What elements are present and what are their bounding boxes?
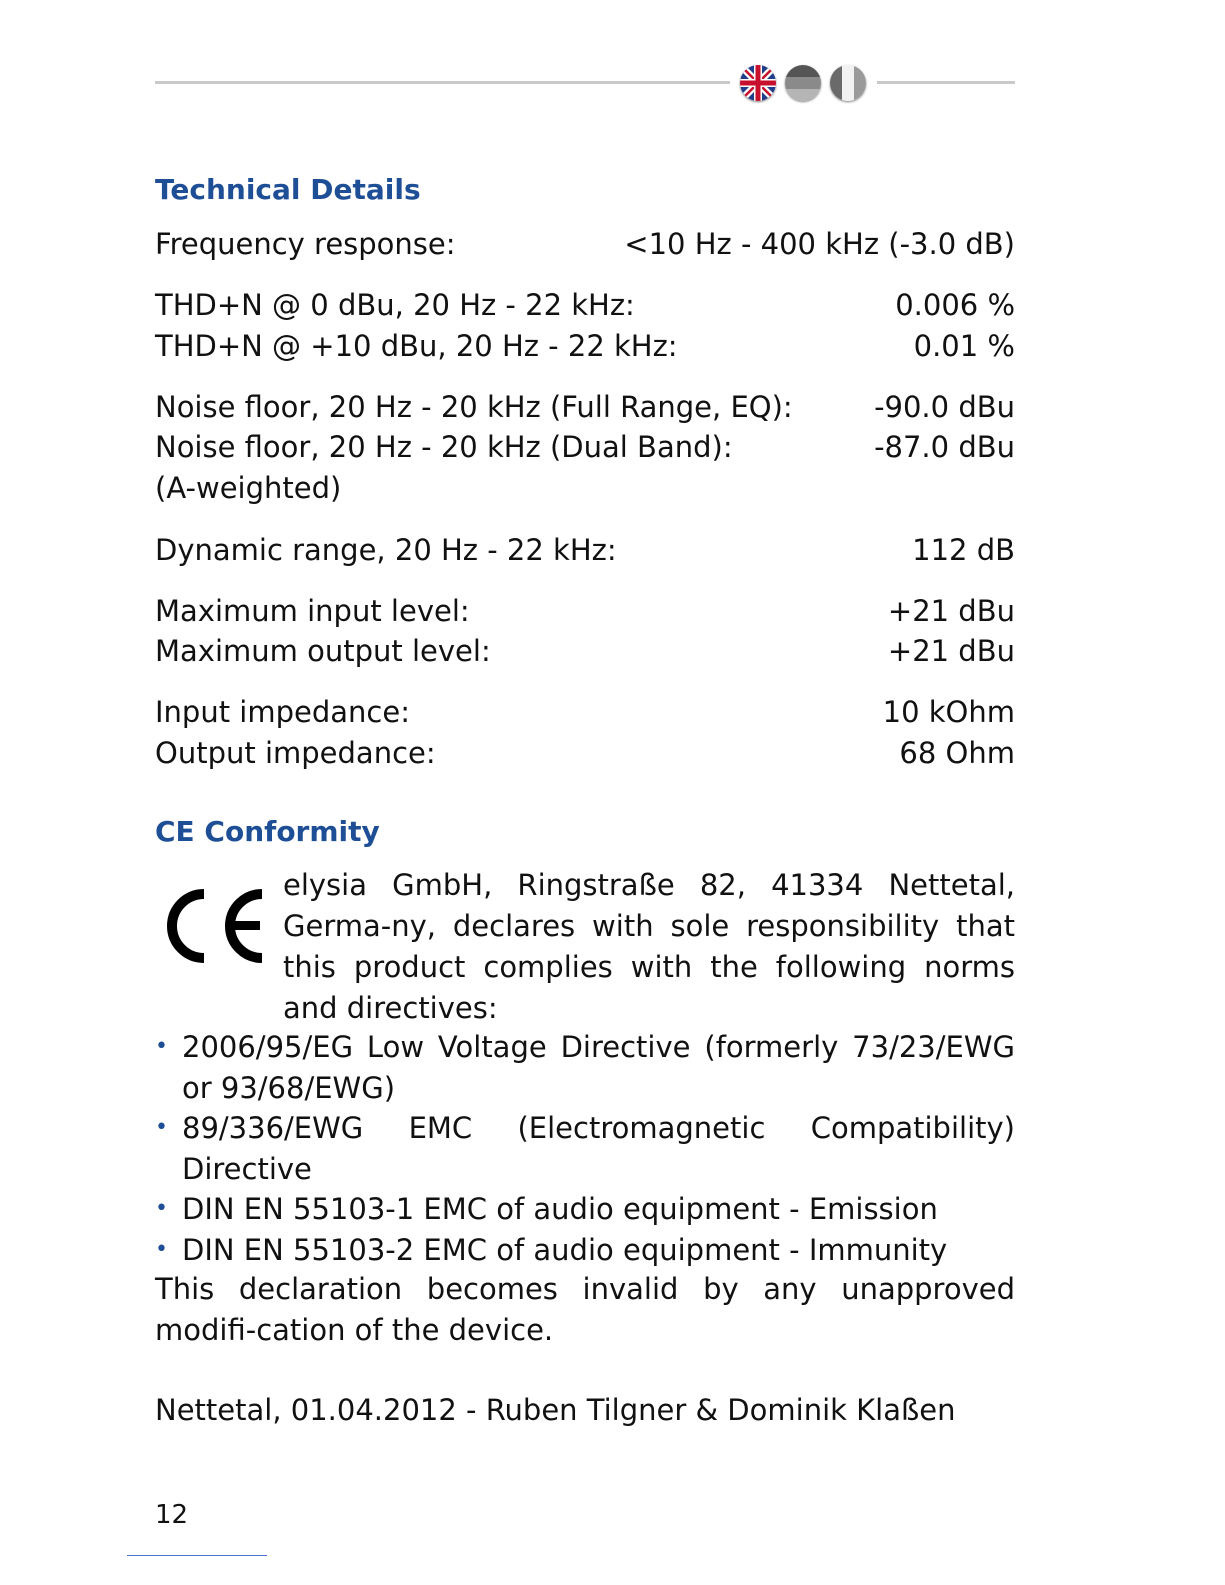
spec-value: 112 dB <box>912 533 1015 567</box>
de-flag-icon[interactable] <box>785 65 821 101</box>
spec-row-max-input <box>155 591 1015 631</box>
spec-row-noise-dual-band <box>155 427 1015 467</box>
spec-value: 68 Ohm <box>899 736 1015 770</box>
footer-line <box>127 1555 267 1556</box>
spec-row-max-output <box>155 631 1015 671</box>
spec-value: 0.01 % <box>913 329 1015 363</box>
signature-line: Nettetal, 01.04.2012 - Ruben Tilgner & Dominik Klaßen <box>155 1393 956 1427</box>
spec-row-thd-10dbu <box>155 326 1015 366</box>
spec-value: +21 dBu <box>887 594 1015 628</box>
a-weighted-note: (A-weighted) <box>155 471 342 505</box>
spec-label: Noise floor, 20 Hz - 20 kHz (Full Range, EQ): <box>155 390 793 424</box>
spec-label: Frequency response: <box>155 227 456 261</box>
spec-label: Noise floor, 20 Hz - 20 kHz (Dual Band): <box>155 430 733 464</box>
ce-mark-icon <box>152 884 267 968</box>
spec-label: Maximum input level: <box>155 594 470 628</box>
list-item: • 89/336/EWG EMC (Electromagnetic Compatibility) Directive <box>155 1108 1015 1189</box>
spec-row-output-impedance <box>155 733 1015 773</box>
fr-flag-icon[interactable] <box>830 65 866 101</box>
uk-flag-icon[interactable] <box>740 65 776 101</box>
ce-declaration-text: elysia GmbH, Ringstraße 82, 41334 Nettetal, Germa-ny, declares with sole responsibility that this product complies with the following norms and directives: <box>283 868 1015 1025</box>
ce-conformity-heading: CE Conformity <box>155 815 380 848</box>
list-item: • DIN EN 55103-2 EMC of audio equipment - Immunity <box>155 1230 1015 1271</box>
spec-row-input-impedance <box>155 692 1015 732</box>
spec-label: THD+N @ +10 dBu, 20 Hz - 22 kHz: <box>155 329 678 363</box>
spec-row-frequency-response <box>155 224 1015 264</box>
spec-value: 0.006 % <box>895 288 1015 322</box>
spec-row-dynamic-range <box>155 530 1015 570</box>
header-rule-right <box>877 81 1015 84</box>
spec-label: Output impedance: <box>155 736 436 770</box>
bullet-icon: • <box>155 1034 168 1059</box>
spec-row-thd-0dbu <box>155 285 1015 325</box>
list-item: • DIN EN 55103-1 EMC of audio equipment - Emission <box>155 1189 1015 1230</box>
technical-details-heading: Technical Details <box>155 173 421 206</box>
bullet-icon: • <box>155 1236 168 1262</box>
spec-value: +21 dBu <box>887 634 1015 668</box>
bullet-icon: • <box>155 1115 168 1140</box>
bullet-icon: • <box>155 1196 168 1221</box>
invalid-declaration-note: This declaration becomes invalid by any unapproved modifi-cation of the device. <box>155 1272 1015 1347</box>
spec-value: <10 Hz - 400 kHz (-3.0 dB) <box>624 227 1015 261</box>
page-number: 12 <box>155 1500 189 1530</box>
spec-label: THD+N @ 0 dBu, 20 Hz - 22 kHz: <box>155 288 635 322</box>
spec-label: Dynamic range, 20 Hz - 22 kHz: <box>155 533 617 567</box>
spec-value: -87.0 dBu <box>874 430 1015 464</box>
header-rule-left <box>155 81 730 84</box>
spec-label: Input impedance: <box>155 695 410 729</box>
directives-list <box>155 1027 1015 1270</box>
spec-value: -90.0 dBu <box>874 390 1015 424</box>
list-item: • 2006/95/EG Low Voltage Directive (formerly 73/23/EWG or 93/68/EWG) <box>155 1027 1015 1108</box>
spec-row-noise-full-range <box>155 387 1015 427</box>
spec-label: Maximum output level: <box>155 634 491 668</box>
spec-value: 10 kOhm <box>882 695 1015 729</box>
